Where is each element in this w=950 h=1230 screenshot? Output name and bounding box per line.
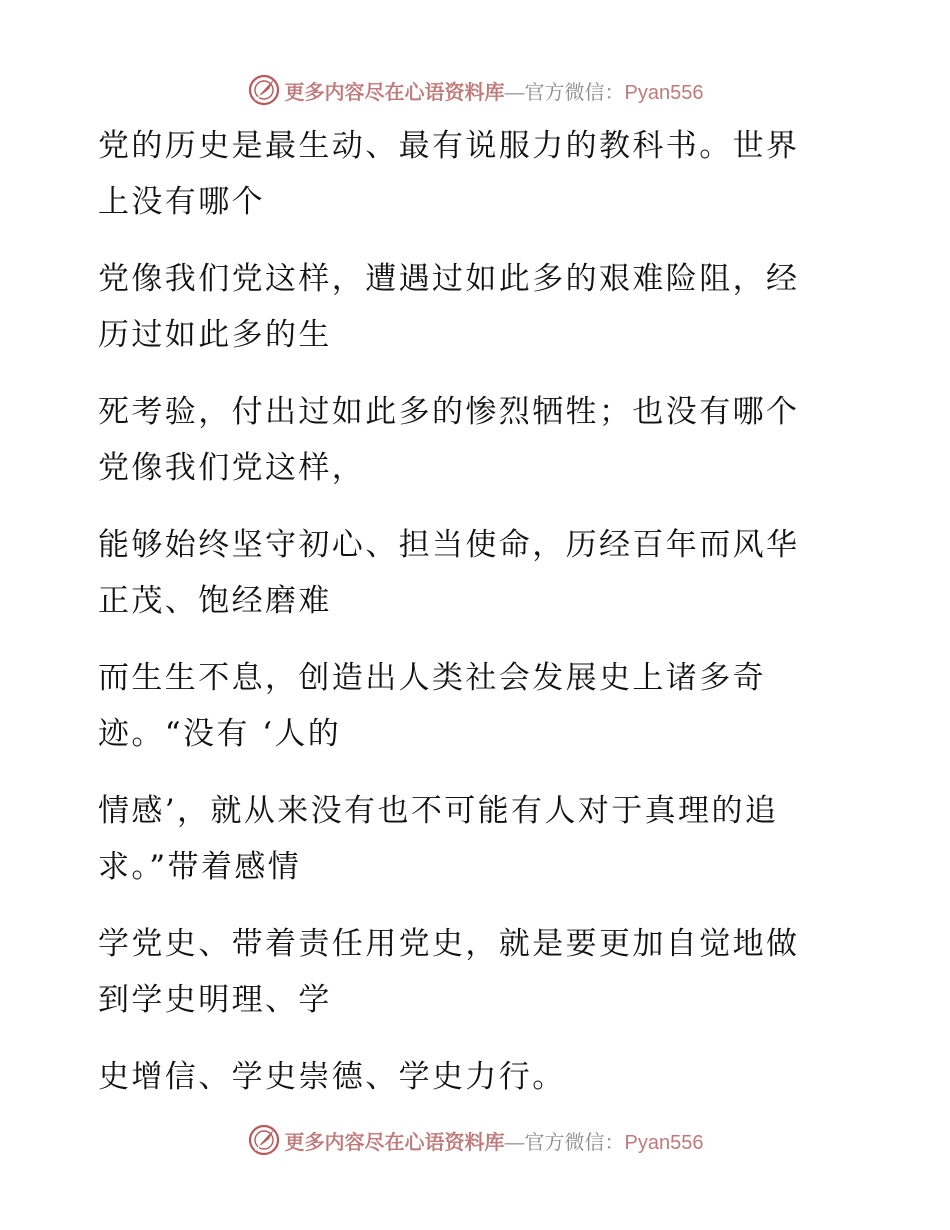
document-body bbox=[98, 118, 838, 1126]
watermark-main-text: 更多内容尽在心语资料库 bbox=[284, 1131, 505, 1154]
text-line: 学党史、带着责任用党史，就是要更加自觉地做 bbox=[98, 926, 800, 962]
text-line: 历过如此多的生 bbox=[98, 317, 332, 353]
text-line: 正茂、饱经磨难 bbox=[98, 583, 332, 619]
text-line: 到学史明理、学 bbox=[98, 982, 332, 1018]
watermark-wechat-label: 官方微信： bbox=[524, 1131, 625, 1154]
header-watermark bbox=[0, 70, 950, 110]
paragraph bbox=[98, 118, 838, 230]
paragraph bbox=[98, 916, 838, 1028]
paragraph bbox=[98, 1049, 838, 1105]
footer-watermark bbox=[0, 1120, 950, 1160]
paragraph bbox=[98, 384, 838, 496]
text-line: 史增信、学史崇德、学史力行。 bbox=[98, 1059, 566, 1095]
watermark-wechat-id: Pyan556 bbox=[624, 1131, 704, 1154]
text-line: 而生生不息，创造出人类社会发展史上诸多奇 bbox=[98, 660, 766, 696]
text-line: 能够始终坚守初心、担当使命，历经百年而风华 bbox=[98, 527, 800, 563]
text-line: 求。”带着感情 bbox=[98, 849, 302, 885]
text-line: 上没有哪个 bbox=[98, 184, 265, 220]
watermark-main-text: 更多内容尽在心语资料库 bbox=[284, 81, 505, 104]
paragraph bbox=[98, 783, 838, 895]
quill-pen-emblem-icon bbox=[247, 1123, 281, 1157]
quill-pen-emblem-icon bbox=[247, 73, 281, 107]
watermark-dash: — bbox=[504, 81, 525, 104]
watermark-dash: — bbox=[504, 1131, 525, 1154]
watermark-wechat-label: 官方微信： bbox=[524, 81, 625, 104]
watermark-text bbox=[285, 1126, 704, 1155]
paragraph bbox=[98, 251, 838, 363]
text-line: 党的历史是最生动、最有说服力的教科书。世界 bbox=[98, 128, 800, 164]
text-line: 党像我们党这样， bbox=[98, 450, 366, 486]
text-line: 党像我们党这样，遭遇过如此多的艰难险阻，经 bbox=[98, 261, 800, 297]
watermark-wechat-id: Pyan556 bbox=[624, 81, 704, 104]
paragraph bbox=[98, 650, 838, 762]
text-line: 死考验，付出过如此多的惨烈牺牲；也没有哪个 bbox=[98, 394, 800, 430]
text-line: 情感’，就从来没有也不可能有人对于真理的追 bbox=[98, 793, 779, 829]
text-line: 迹。“没有 ‘人的 bbox=[98, 716, 342, 752]
paragraph bbox=[98, 517, 838, 629]
watermark-text bbox=[285, 76, 704, 105]
